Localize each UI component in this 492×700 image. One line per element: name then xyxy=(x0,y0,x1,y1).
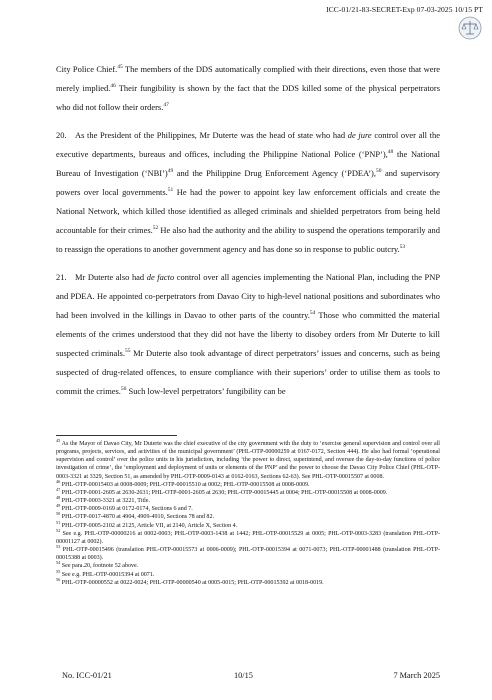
footnote: $^{54}$ See para.20, footnote 52 above. xyxy=(56,560,139,570)
footnote: $^{45}$ As the Mayor of Davao City, Mr Duterte was the chief executive of the city government with the duty to ‘exercise general supervision and control over all programs, projects, services, and activities of the municipal government’ (PHL-OTP-00000259 at 0167-0172, Section 444). He also had formal ‘operational supervision and control’ over the police units in his jurisdiction, including ‘the power to direct, superintend, and oversee the day-to-day functions of police investigation of crime’, the ‘employment and deployment of units or elements of the PNP’ and the power to choose the Davao City Police Chief (PHL-OTP-0003-3321 at 3329, Section 51, as amended by PHL-OTP-0009-0143 at 0162-0163, Sections 62-63). See PHL-OTP-00015507 at 0008. xyxy=(56,437,440,480)
footnote: $^{53}$ PHL-OTP-00015496 (translation PHL-OTP-00015573 at 0006-0009); PHL-OTP-00015394 at 0071-0073; PHL-OTP-00001488 (translation PHL-OTP-00015388 at 0003). xyxy=(56,544,440,562)
document-reference: ICC-01/21-83-SECRET-Exp 07-03-2025 10/15 PT xyxy=(326,5,483,14)
footnotes xyxy=(56,437,440,587)
footnote: $^{47}$ PHL-OTP-0001-2605 at 2630-2631; PHL-OTP-0001-2605 at 2630; PHL-OTP-00015445 at 0004; PHL-OTP-00015508 at 0008-0009. xyxy=(56,486,388,496)
footer-date: 7 March 2025 xyxy=(393,671,440,680)
footnote: $^{50}$ PHL-OTP-0017-4870 at 4904, 4909-4910, Sections 78 and 82. xyxy=(56,511,214,521)
footnote: $^{52}$ See e.g. PHL-OTP-00000216 at 0002-0003; PHL-OTP-0003-1438 at 1442; PHL-OTP-00015529 at 0005; PHL-OTP-0003-3283 (translation PHL-OTP-00001127 at 0002). xyxy=(56,527,440,545)
paragraph-21: 21. Mr Duterte also had de facto control over all agencies implementing the National Plan, including the PNP and PDEA. He appointed co-perpetrators from Davao City to high-level national positions and subordinates who had been involved in the killings in Davao to other parts of the country.$^{54}$ Those who committed the material elements of the crimes understood that they did not have the liberty to disobey orders from Mr Duterte to kill suspected criminals.$^{55}$ Mr Duterte also took advantage of direct perpetrators’ issues and concerns, such as being suspected of drug-related offences, to ensure compliance with their superiors’ order to utilise them as tools to commit the crimes.$^{56}$ Such low-level perpetrators’ fungibility can be xyxy=(56,272,441,396)
footnote: $^{48}$ PHL-OTP-0003-3321 at 3221, Title. xyxy=(56,495,150,505)
footer-page-number: 10/15 xyxy=(234,671,253,680)
footnote: $^{51}$ PHL-OTP-0005-2102 at 2125, Article VII, at 2140, Article X, Section 4. xyxy=(56,519,238,529)
footer-case-number: No. ICC-01/21 xyxy=(62,671,112,680)
paragraph-continued: City Police Chief.$^{45}$ The members of the DDS automatically complied with their directions, even those that were merely implied.$^{46}$ Their fungibility is shown by the fact that the DDS killed some of the physical perpetrators who did not follow their orders.$^{47}$ xyxy=(56,64,440,112)
footnote: $^{56}$ PHL-OTP-00000552 at 0022-0024; PHL-OTP-00000540 at 0005-0015; PHL-OTP-00015392 at 0018-0019. xyxy=(56,576,324,586)
footnote: $^{55}$ See e.g. PHL-OTP-00015394 at 0071. xyxy=(56,568,155,578)
body-text xyxy=(56,60,440,401)
footnote: $^{46}$ PHL-OTP-00015403 at 0008-0009; PHL-OTP-00015510 at 0002; PHL-OTP-00015508 at 0008-0009. xyxy=(56,478,310,488)
paragraph-20: 20. As the President of the Philippines, Mr Duterte was the head of state who had de jure control over all the executive departments, bureaus and offices, including the Philippine National Police (‘PNP’),$^{48}$ the National Bureau of Investigation (‘NBI’)$^{49}$ and the Philippine Drug Enforcement Agency (‘PDEA’),$^{50}$ and supervisory powers over local governments.$^{51}$ He had the power to appoint key law enforcement officials and create the National Network, which killed those identified as alleged criminals and shielded perpetrators from being held accountable for their crimes.$^{52}$ He also had the authority and the ability to suspend the operations temporarily and to reassign the operations to another government agency and has done so in response to public outcry.$^{53}$ xyxy=(56,130,441,254)
icc-logo-icon xyxy=(458,16,482,40)
footnote-separator xyxy=(56,435,177,436)
footnote: $^{49}$ PHL-OTP-0009-0169 at 0172-0174, Sections 6 and 7. xyxy=(56,503,193,513)
